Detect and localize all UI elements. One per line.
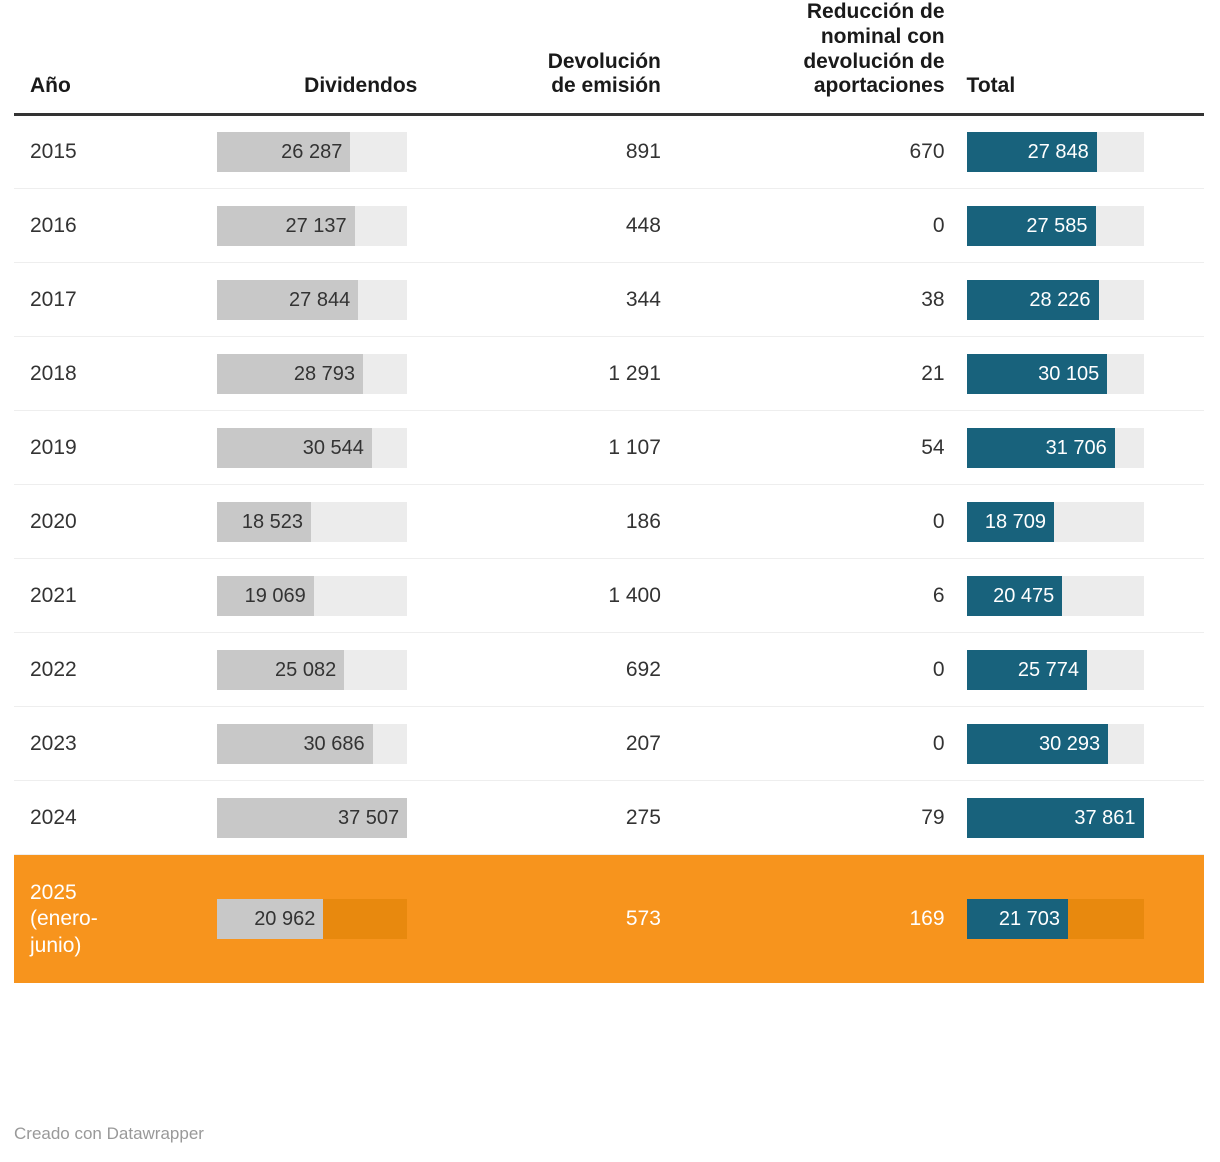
total-bar-track <box>967 132 1144 172</box>
dividendos-bar-track <box>217 132 407 172</box>
dividendos-bar-label: 27 844 <box>289 288 351 311</box>
total-bar-label: 18 709 <box>984 510 1047 533</box>
cell-year: 2018 <box>30 361 77 385</box>
cell-total-bar <box>963 411 1204 485</box>
dividendos-bar-label: 27 137 <box>285 214 347 237</box>
cell-dividendos-bar <box>211 559 417 633</box>
dividendos-bar-track <box>217 899 407 939</box>
table-header-row <box>14 0 1204 115</box>
cell-year: 2016 <box>30 213 77 237</box>
dividendos-bar-label: 25 082 <box>275 658 337 681</box>
cell-year: 2024 <box>30 805 77 829</box>
cell-dividendos-bar <box>211 633 417 707</box>
cell-reduccion: 0 <box>932 731 945 755</box>
cell-dividendos-bar <box>211 855 417 983</box>
column-header-reduccion-line2: nominal con <box>820 24 945 48</box>
table-row <box>14 115 1204 189</box>
total-bar-label: 28 226 <box>1029 288 1091 311</box>
cell-dividendos-bar <box>211 781 417 855</box>
column-header-devolucion-line2: de emisión <box>551 74 661 98</box>
column-header-reduccion[interactable] <box>679 0 963 115</box>
dividendos-bar-track <box>217 798 407 838</box>
dividendos-bar-label: 18 523 <box>241 510 303 533</box>
cell-total-bar <box>963 633 1204 707</box>
total-bar-track <box>967 502 1144 542</box>
cell-total-bar <box>963 189 1204 263</box>
dividendos-bar-label: 28 793 <box>293 362 356 385</box>
cell-total-bar <box>963 485 1204 559</box>
cell-dividendos-bar <box>211 115 417 189</box>
total-bar-track <box>967 576 1144 616</box>
cell-devolucion: 275 <box>625 805 661 829</box>
dividendos-bar-track <box>217 280 407 320</box>
cell-devolucion: 1 400 <box>608 583 661 607</box>
dividendos-bar-label: 26 287 <box>281 141 343 164</box>
column-header-reduccion-line4: aportaciones <box>813 74 945 98</box>
total-bar-track <box>967 798 1144 838</box>
column-header-devolucion[interactable] <box>417 0 679 115</box>
cell-year: 2020 <box>30 509 77 533</box>
cell-devolucion: 344 <box>625 287 661 311</box>
cell-year: 2022 <box>30 657 77 681</box>
dividendos-bar-label: 30 544 <box>302 436 364 459</box>
cell-reduccion: 38 <box>921 287 945 311</box>
cell-total-bar <box>963 337 1204 411</box>
cell-year: 2023 <box>30 731 77 755</box>
column-header-reduccion-line1: Reducción de <box>806 0 945 23</box>
dividendos-bar-track <box>217 502 407 542</box>
total-bar-label: 27 848 <box>1027 141 1089 164</box>
column-header-devolucion-line1: Devolución <box>547 49 661 73</box>
cell-year: 2025 (enero- junio) <box>30 880 98 958</box>
column-header-total-label: Total <box>966 74 1016 98</box>
cell-year: 2017 <box>30 287 77 311</box>
cell-dividendos-bar <box>211 485 417 559</box>
column-header-dividendos-label: Dividendos <box>304 74 418 98</box>
total-bar-label: 27 585 <box>1026 214 1088 237</box>
total-bar-track <box>967 899 1144 939</box>
dividendos-bar-track <box>217 428 407 468</box>
dividendos-bar-track <box>217 354 407 394</box>
dividendos-bar-label: 19 069 <box>244 584 306 607</box>
cell-dividendos-bar <box>211 337 417 411</box>
table-row <box>14 559 1204 633</box>
table-row <box>14 633 1204 707</box>
column-header-reduccion-line3: devolución de <box>803 49 945 73</box>
cell-total-bar <box>963 781 1204 855</box>
cell-devolucion: 448 <box>625 213 661 237</box>
dividendos-bar-track <box>217 724 407 764</box>
cell-devolucion: 891 <box>625 140 661 164</box>
dividendos-bar-label: 20 962 <box>254 907 316 930</box>
cell-devolucion: 1 291 <box>608 361 661 385</box>
cell-reduccion: 0 <box>932 213 945 237</box>
table-row <box>14 485 1204 559</box>
cell-devolucion: 207 <box>625 731 661 755</box>
cell-dividendos-bar <box>211 707 417 781</box>
column-header-year-label: Año <box>30 74 71 98</box>
dividendos-bar-track <box>217 650 407 690</box>
total-bar-label: 30 293 <box>1039 732 1101 755</box>
data-table <box>14 0 1204 983</box>
dividendos-bar-label: 30 686 <box>303 732 365 755</box>
cell-year: 2021 <box>30 583 77 607</box>
cell-reduccion: 670 <box>909 140 945 164</box>
cell-devolucion: 692 <box>625 657 661 681</box>
datawrapper-credit[interactable]: Creado con Datawrapper <box>14 1124 204 1143</box>
cell-devolucion: 573 <box>625 906 661 930</box>
cell-total-bar <box>963 707 1204 781</box>
table-row <box>14 337 1204 411</box>
total-bar-track <box>967 650 1144 690</box>
cell-devolucion: 1 107 <box>608 435 661 459</box>
cell-total-bar <box>963 115 1204 189</box>
cell-total-bar <box>963 855 1204 983</box>
dividendos-bar-track <box>217 576 407 616</box>
cell-devolucion: 186 <box>625 509 661 533</box>
total-bar-label: 20 475 <box>993 584 1055 607</box>
column-header-dividendos[interactable] <box>211 0 417 115</box>
cell-total-bar <box>963 559 1204 633</box>
total-bar-label: 30 105 <box>1038 362 1100 385</box>
table-row <box>14 781 1204 855</box>
table-row <box>14 189 1204 263</box>
cell-year: 2015 <box>30 140 77 164</box>
dividendos-bar-label: 37 507 <box>337 806 400 829</box>
cell-reduccion: 54 <box>921 435 945 459</box>
cell-dividendos-bar <box>211 411 417 485</box>
table-row <box>14 855 1204 983</box>
cell-total-bar <box>963 263 1204 337</box>
total-bar-track <box>967 724 1144 764</box>
column-header-total[interactable] <box>963 0 1204 115</box>
total-bar-track <box>967 206 1144 246</box>
table-header <box>14 0 1204 115</box>
cell-year: 2019 <box>30 435 77 459</box>
table-row <box>14 263 1204 337</box>
total-bar-label: 25 774 <box>1017 658 1080 681</box>
cell-dividendos-bar <box>211 263 417 337</box>
column-header-year[interactable] <box>14 0 211 115</box>
cell-reduccion: 79 <box>921 805 945 829</box>
total-bar-track <box>967 428 1144 468</box>
cell-reduccion: 6 <box>932 583 945 607</box>
table-row <box>14 707 1204 781</box>
table-row <box>14 411 1204 485</box>
cell-reduccion: 169 <box>909 906 945 930</box>
total-bar-track <box>967 354 1144 394</box>
cell-reduccion: 0 <box>932 509 945 533</box>
cell-reduccion: 0 <box>932 657 945 681</box>
total-bar-label: 21 703 <box>998 907 1061 930</box>
total-bar-label: 31 706 <box>1045 436 1107 459</box>
total-bar-track <box>967 280 1144 320</box>
cell-dividendos-bar <box>211 189 417 263</box>
cell-reduccion: 21 <box>921 361 945 385</box>
table-body <box>14 115 1204 983</box>
total-bar-label: 37 861 <box>1074 806 1136 829</box>
dividendos-bar-track <box>217 206 407 246</box>
